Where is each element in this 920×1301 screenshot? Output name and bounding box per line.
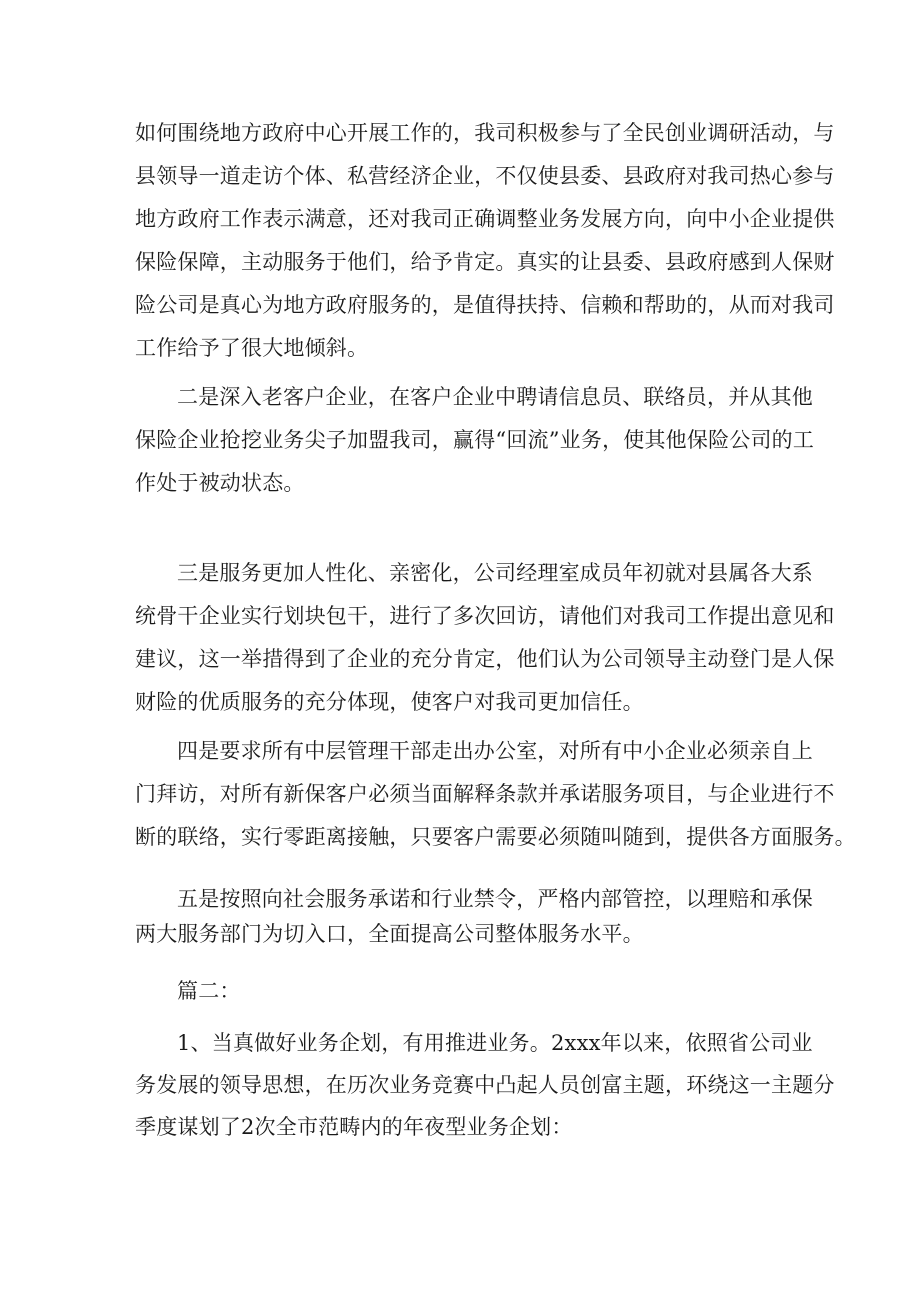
text-line: 篇二： bbox=[177, 979, 241, 1003]
text-line: 统骨干企业实行划块包干，进行了多次回访，请他们对我司工作提出意见和 bbox=[135, 604, 835, 628]
text-line: 三是服务更加人性化、亲密化，公司经理室成员年初就对县属各大系 bbox=[177, 561, 813, 585]
text-line: 季度谋划了2次全市范畴内的年夜型业务企划： bbox=[135, 1115, 573, 1139]
paragraph-2 bbox=[135, 376, 815, 505]
text-line: 断的联络，实行零距离接触，只要客户需要必须随叫随到，提供各方面服务。 bbox=[135, 825, 856, 849]
section-heading bbox=[135, 970, 795, 1013]
text-line: 工作给予了很大地倾斜。 bbox=[135, 336, 369, 360]
paragraph-3 bbox=[135, 552, 835, 724]
text-line: 县领导一道走访个体、私营经济企业，不仅使县委、县政府对我司热心参与 bbox=[135, 164, 835, 188]
text-line: 务发展的领导思想，在历次业务竞赛中凸起人员创富主题，环绕这一主题分 bbox=[135, 1073, 835, 1097]
text-line: 作处于被动状态。 bbox=[135, 471, 305, 495]
text-line: 1、当真做好业务企划，有用推进业务。2xxx年以来，依照省公司业 bbox=[177, 1031, 813, 1055]
text-line: 财险的优质服务的充分体现，使客户对我司更加信任。 bbox=[135, 690, 644, 714]
paragraph-5 bbox=[135, 882, 813, 952]
paragraph-1 bbox=[135, 112, 835, 370]
text-line: 五是按照向社会服务承诺和行业禁令，严格内部管控，以理赔和承保 bbox=[177, 887, 813, 911]
paragraph-4 bbox=[135, 730, 856, 859]
text-line: 地方政府工作表示满意，还对我司正确调整业务发展方向，向中小企业提供 bbox=[135, 207, 835, 231]
text-line: 建议，这一举措得到了企业的充分肯定，他们认为公司领导主动登门是人保 bbox=[135, 647, 835, 671]
paragraph-7 bbox=[135, 1022, 835, 1148]
text-line: 保险企业抢挖业务尖子加盟我司，赢得“回流”业务，使其他保险公司的工 bbox=[135, 428, 815, 452]
text-line: 四是要求所有中层管理干部走出办公室，对所有中小企业必须亲自上 bbox=[177, 739, 813, 763]
text-line: 门拜访，对所有新保客户必须当面解释条款并承诺服务项目，与企业进行不 bbox=[135, 782, 835, 806]
text-line: 两大服务部门为切入口，全面提高公司整体服务水平。 bbox=[135, 922, 644, 946]
text-line: 二是深入老客户企业，在客户企业中聘请信息员、联络员，并从其他 bbox=[177, 385, 813, 409]
text-line: 保险保障，主动服务于他们，给予肯定。真实的让县委、县政府感到人保财 bbox=[135, 250, 835, 274]
text-line: 险公司是真心为地方政府服务的，是值得扶持、信赖和帮助的，从而对我司 bbox=[135, 293, 835, 317]
text-line: 如何围绕地方政府中心开展工作的，我司积极参与了全民创业调研活动，与 bbox=[135, 121, 835, 145]
